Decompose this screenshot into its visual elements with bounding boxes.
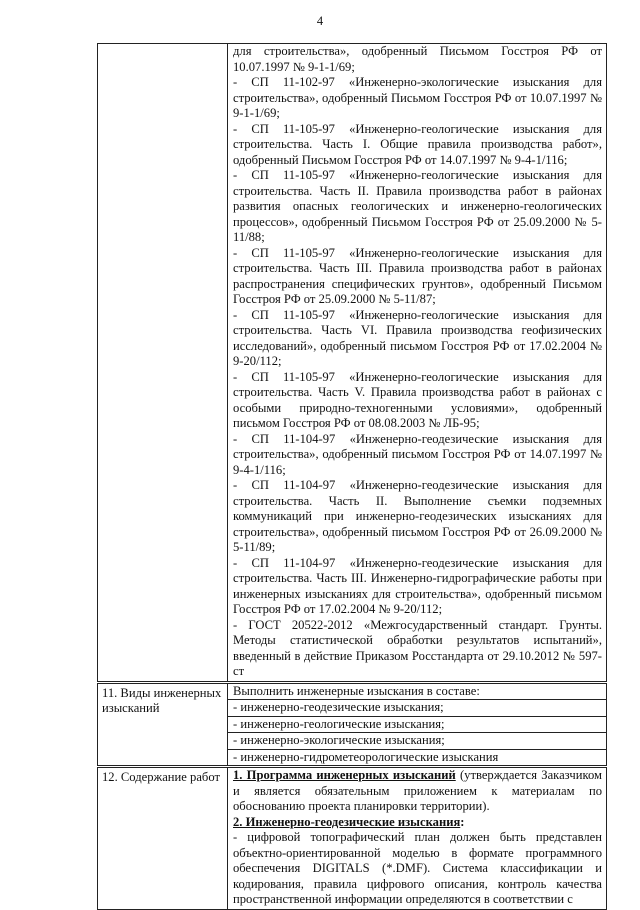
table-row [98, 682, 607, 767]
row-label [98, 44, 228, 683]
program-paragraph [233, 768, 602, 815]
row-label: 11. Виды инженерных изысканий [98, 682, 228, 767]
list-item: - СП 11-104-97 «Инженерно-геодезические изыскания для строительства», одобренный письмом Госстроя РФ от 14.07.1997 № 9-4-1/116; [233, 431, 602, 477]
program-heading: 1. Программа инженерных изысканий [233, 768, 456, 782]
row-content [228, 44, 607, 683]
table-row [98, 767, 607, 910]
list-item: - инженерно-геодезические изыскания; [228, 700, 606, 717]
list-item: - СП 11-104-97 «Инженерно-геодезические изыскания для строительства. Часть II. Выполнение съемки подземных коммуникаций при инженерно-геодезических изысканиях для строительства», одобренный письмом Госстроя РФ от 26.09.2000 № 5-11/89; [233, 478, 602, 554]
geodetic-heading-paragraph [233, 815, 602, 831]
list-item: - инженерно-гидрометеорологические изыскания [233, 749, 499, 764]
table-row [98, 44, 607, 683]
list-item: - СП 11-104-97 «Инженерно-геодезические изыскания для строительства. Часть III. Инженерно-гидрографические работы при инженерных изысканиях для строительства», одобренный письмом Госстроя РФ от 17.02.2004 № 9-20/112; [233, 555, 602, 616]
requirements-table [97, 43, 607, 910]
row-content [228, 767, 607, 910]
list-item: - инженерно-геологические изыскания; [228, 717, 606, 734]
row-label: 12. Содержание работ [98, 767, 228, 910]
list-item: - СП 11-105-97 «Инженерно-геологические изыскания для строительства. Часть III. Правила производства работ в районах распространения специфических грунтов», одобренный Письмом Госстроя РФ от 25.09.2000 № 5-11/87; [233, 245, 602, 306]
list-item: - ГОСТ 20522-2012 «Межгосударственный стандарт. Грунты. Методы статистической обработки результатов испытаний», введенный в действие Приказом Росстандарта от 29.10.2012 № 597-ст [233, 617, 602, 678]
list-item: для строительства», одобренный Письмом Госстроя РФ от 10.07.1997 № 9-1-1/69; [233, 44, 602, 74]
list-item: - инженерно-экологические изыскания; [228, 733, 606, 750]
digital-plan-paragraph: - цифровой топографический план должен быть представлен объектно-ориентированной моделью в формате программного обеспечения DIGITALS (*.DMF). Система классификации и кодирования, правила цифрового описания, контроль качества пространственной информации определяются в соответствии с [233, 830, 602, 906]
list-item: - СП 11-105-97 «Инженерно-геологические изыскания для строительства. Часть V. Правила производства работ в районах с особыми природно-техногенными условиями», одобренный письмом Госстроя РФ от 08.08.2003 № ЛБ-95; [233, 369, 602, 430]
program-text: (утверждается Заказчиком и является обязательным приложением к материалам по обоснованию проекта планировки территории). [233, 768, 602, 813]
list-item: - СП 11-105-97 «Инженерно-геологические изыскания для строительства. Часть I. Общие правила производства работ», одобренный Письмом Госстроя РФ от 14.07.1997 № 9-4-1/116; [233, 121, 602, 167]
page-number: 4 [316, 14, 324, 28]
geodetic-heading-colon: : [460, 814, 465, 829]
list-item: - СП 11-105-97 «Инженерно-геологические изыскания для строительства. Часть II. Правила производства работ в районах развития опасных геологических и инженерно-геологических процессов», одобренный Письмом Госстроя РФ от 25.09.2000 № 5-11/88; [233, 168, 602, 244]
list-item: - СП 11-102-97 «Инженерно-экологические изыскания для строительства», одобренный Письмом Госстроя РФ от 10.07.1997 № 9-1-1/69; [233, 75, 602, 120]
row-content [228, 682, 607, 767]
list-item: - СП 11-105-97 «Инженерно-геологические изыскания для строительства. Часть VI. Правила производства геофизических исследований», одобренный письмом Госстроя РФ от 17.02.2004 № 9-20/112; [233, 307, 602, 368]
list-item: Выполнить инженерные изыскания в составе: [228, 684, 606, 701]
geodetic-heading: 2. Инженерно-геодезические изыскания [233, 814, 461, 829]
